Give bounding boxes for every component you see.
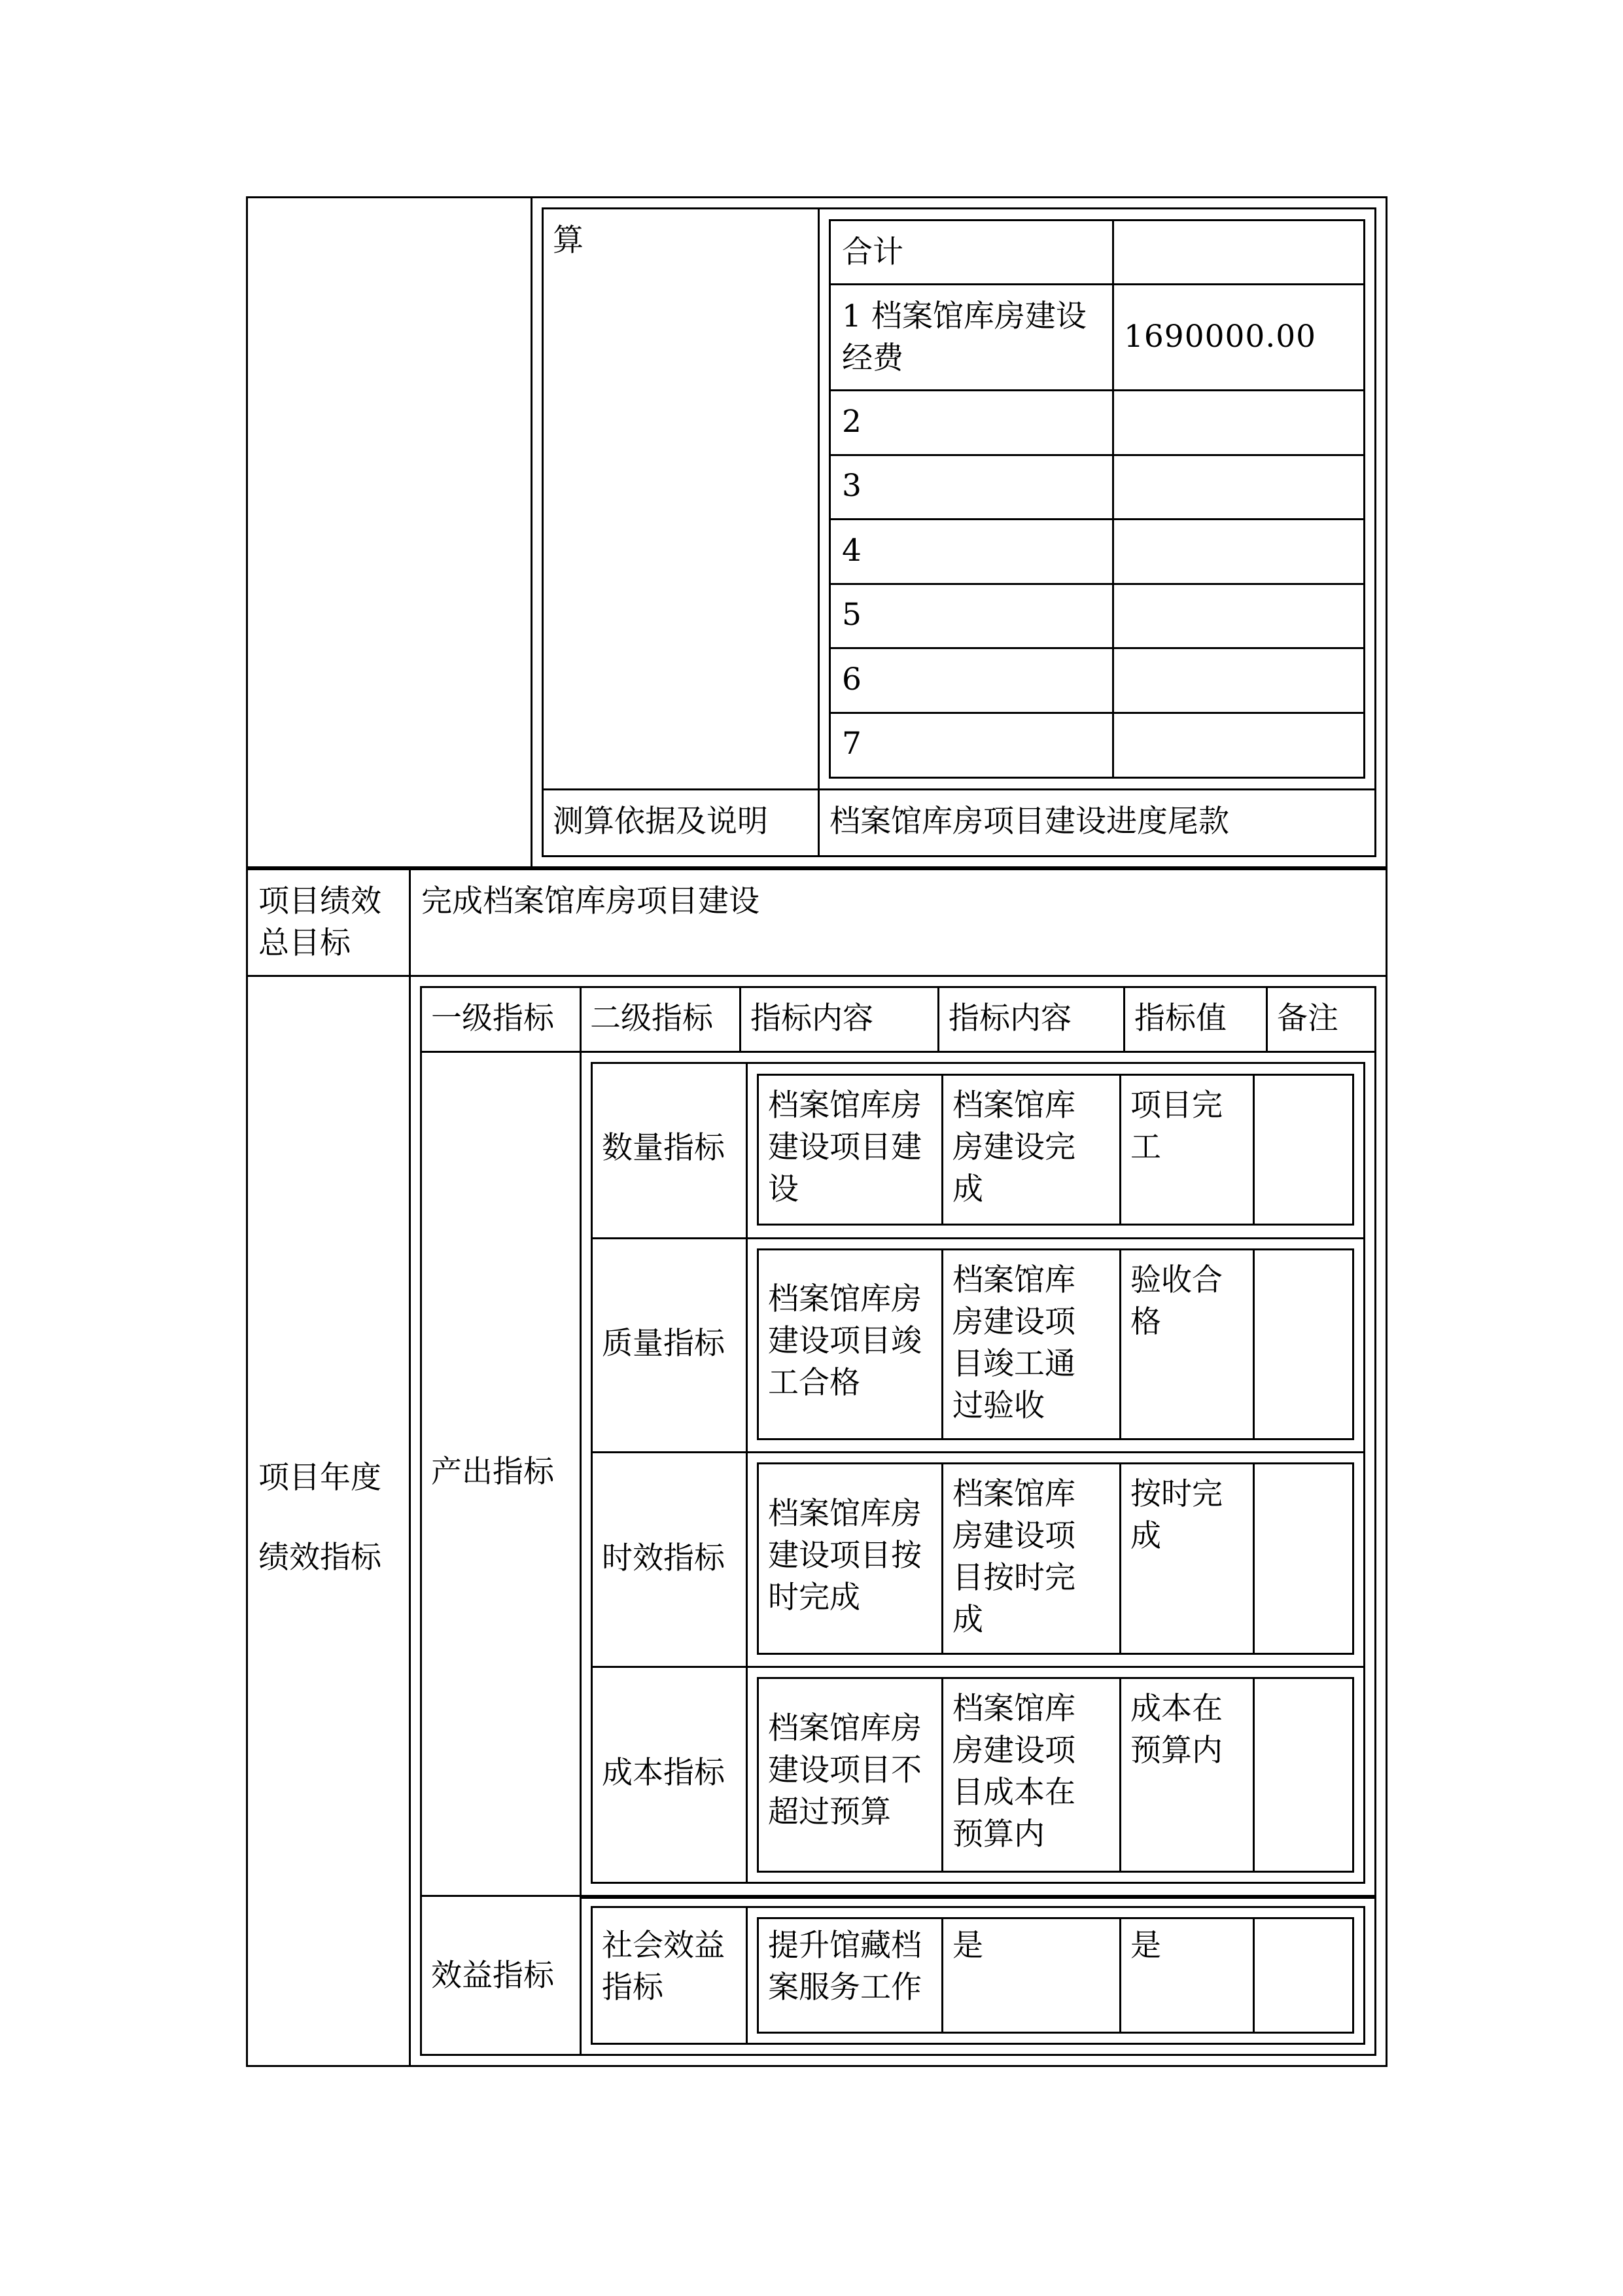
- goal-label-line1: 项目绩效: [258, 883, 381, 919]
- output-row-1-content1-line3: 设: [768, 1171, 799, 1207]
- output-row-2-content1-line1: 档案馆库房: [768, 1281, 922, 1317]
- header-col-divider: [1266, 986, 1268, 1051]
- output-row-1-content1-line2: 建设项目建: [768, 1129, 922, 1165]
- budget-row-5-label: 5: [842, 597, 862, 633]
- content-col-divider: [941, 1248, 943, 1440]
- indicators-label-line2: 绩效指标: [258, 1540, 381, 1576]
- content-col-divider: [1119, 1248, 1121, 1440]
- budget-row-7-label: 7: [842, 726, 862, 762]
- output-row-divider: [591, 1237, 1365, 1239]
- output-row-divider: [591, 1666, 1365, 1668]
- output-row-3-content1-line2: 建设项目按: [768, 1538, 922, 1574]
- budget-row-divider: [829, 583, 1365, 585]
- content-col-divider: [941, 1462, 943, 1655]
- content-col-divider: [1253, 1917, 1255, 2034]
- output-row-2-content2-line1: 档案馆库: [952, 1262, 1075, 1298]
- content-col-divider: [941, 1074, 943, 1226]
- budget-row-divider: [829, 283, 1365, 285]
- basis-label: 测算依据及说明: [553, 804, 768, 839]
- content-col-divider: [1253, 1677, 1255, 1873]
- output-row-4-level2: 成本指标: [602, 1755, 725, 1791]
- header-col-divider: [1123, 986, 1125, 1051]
- output-row-4-value-line2: 预算内: [1130, 1733, 1223, 1769]
- output-row-1-content1-line1: 档案馆库房: [768, 1087, 922, 1123]
- header-level2: 二级指标: [590, 1000, 713, 1036]
- budget-label: 算: [553, 222, 584, 258]
- budget-row-divider: [829, 518, 1365, 520]
- benefit-row-1-level2-line2: 指标: [602, 1969, 663, 2005]
- output-row-3-content2-line3: 目按时完: [952, 1560, 1075, 1596]
- content-col-divider: [1119, 1074, 1121, 1226]
- budget-row-divider: [829, 454, 1365, 456]
- output-row-1-value-line2: 工: [1130, 1129, 1161, 1165]
- budget-row-3-label: 3: [842, 468, 862, 504]
- content-col-divider: [1253, 1074, 1255, 1226]
- output-row-2-value-line1: 验收合: [1130, 1262, 1223, 1298]
- basis-value: 档案馆库房项目建设进度尾款: [829, 804, 1229, 839]
- output-row-4-content2-line1: 档案馆库: [952, 1691, 1075, 1727]
- output-row-4-content1-line1: 档案馆库房: [768, 1710, 922, 1746]
- indicators-label-line1: 项目年度: [258, 1460, 381, 1496]
- output-row-4-content2-line2: 房建设项: [952, 1733, 1075, 1769]
- output-row-1-level2: 数量指标: [602, 1130, 725, 1166]
- budget-row-6-label: 6: [842, 662, 862, 698]
- output-row-1-value-line1: 项目完: [1130, 1087, 1223, 1123]
- budget-row-1-amount: 1690000.00: [1124, 319, 1317, 355]
- output-row-3-value-line1: 按时完: [1130, 1476, 1223, 1512]
- header-row-bottom: [420, 1051, 1376, 1053]
- benefit-level2-divider: [746, 1906, 748, 2045]
- output-row-2-content2-line3: 目竣工通: [952, 1346, 1075, 1382]
- budget-basis-divider: [542, 788, 1376, 790]
- header-level1: 一级指标: [431, 1000, 554, 1036]
- content-col-divider: [1253, 1248, 1255, 1440]
- output-row-2-content1-line2: 建设项目竣: [768, 1323, 922, 1359]
- benefit-row-1-level2-line1: 社会效益: [602, 1928, 725, 1964]
- output-row-3-value-line2: 成: [1130, 1518, 1161, 1554]
- output-row-2-level2: 质量指标: [602, 1326, 725, 1362]
- header-content1: 指标内容: [750, 1000, 873, 1036]
- benefit-row-1-content1-line2: 案服务工作: [768, 1969, 922, 2005]
- budget-row-total-label: 合计: [842, 234, 903, 270]
- indicators-label-divider: [409, 975, 411, 2067]
- output-row-4-content1-line2: 建设项目不: [768, 1752, 922, 1788]
- content-col-divider: [1119, 1677, 1121, 1873]
- output-row-4-content1-line3: 超过预算: [768, 1794, 891, 1830]
- goal-section: [246, 868, 1387, 977]
- output-row-divider: [591, 1451, 1365, 1453]
- content-col-divider: [941, 1677, 943, 1873]
- output-row-4-content2-line4: 预算内: [952, 1816, 1045, 1852]
- budget-label-divider: [818, 207, 820, 789]
- output-row-4-value-line1: 成本在: [1130, 1691, 1223, 1727]
- benefit-row-1-content1-line1: 提升馆藏档: [768, 1928, 922, 1964]
- content-col-divider: [1119, 1462, 1121, 1655]
- output-row-3-content1-line3: 时完成: [768, 1580, 860, 1616]
- budget-row-divider: [829, 712, 1365, 714]
- budget-row-divider: [829, 389, 1365, 391]
- benefit-indicator-label: 效益指标: [431, 1958, 554, 1994]
- goal-label-divider: [409, 868, 411, 977]
- output-row-1-content2-line2: 房建设完: [952, 1129, 1075, 1165]
- header-col-divider: [580, 986, 582, 1051]
- output-level2-divider: [746, 1062, 748, 1884]
- budget-row-1-label-line2: 经费: [842, 340, 903, 376]
- header-note: 备注: [1277, 1000, 1338, 1036]
- header-col-divider: [937, 986, 939, 1051]
- content-col-divider: [1253, 1462, 1255, 1655]
- content-col-divider: [941, 1917, 943, 2034]
- benefit-row-1-value: 是: [1130, 1928, 1161, 1964]
- budget-amount-column-divider: [1112, 219, 1114, 779]
- output-row-3-content1-line1: 档案馆库房: [768, 1496, 922, 1532]
- basis-label-divider: [818, 788, 820, 857]
- budget-row-4-label: 4: [842, 533, 862, 569]
- header-value: 指标值: [1134, 1000, 1227, 1036]
- output-row-2-content2-line2: 房建设项: [952, 1304, 1075, 1340]
- goal-value: 完成档案馆库房项目建设: [421, 883, 759, 919]
- budget-row-1-label-line1: 1 档案馆库房建设: [842, 298, 1087, 334]
- output-row-2-content1-line3: 工合格: [768, 1365, 860, 1401]
- output-row-4-content2-line3: 目成本在: [952, 1775, 1075, 1810]
- budget-row-divider: [829, 647, 1365, 649]
- benefit-row-1-content2: 是: [952, 1928, 983, 1964]
- output-row-1-content2-line1: 档案馆库: [952, 1087, 1075, 1123]
- output-row-2-content2-line4: 过验收: [952, 1388, 1045, 1424]
- output-row-3-content2-line1: 档案馆库: [952, 1476, 1075, 1512]
- header-col-divider: [739, 986, 741, 1051]
- budget-row-2-label: 2: [842, 404, 862, 440]
- output-row-2-value-line2: 格: [1130, 1304, 1161, 1340]
- output-row-3-content2-line2: 房建设项: [952, 1518, 1075, 1554]
- output-row-1-content2-line3: 成: [952, 1171, 983, 1207]
- content-col-divider: [1119, 1917, 1121, 2034]
- header-content2: 指标内容: [949, 1000, 1072, 1036]
- budget-left-column-divider: [531, 196, 532, 868]
- output-row-3-level2: 时效指标: [602, 1540, 725, 1576]
- goal-label-line2: 总目标: [258, 925, 351, 961]
- output-row-3-content2-line4: 成: [952, 1602, 983, 1638]
- output-indicator-label: 产出指标: [431, 1454, 554, 1490]
